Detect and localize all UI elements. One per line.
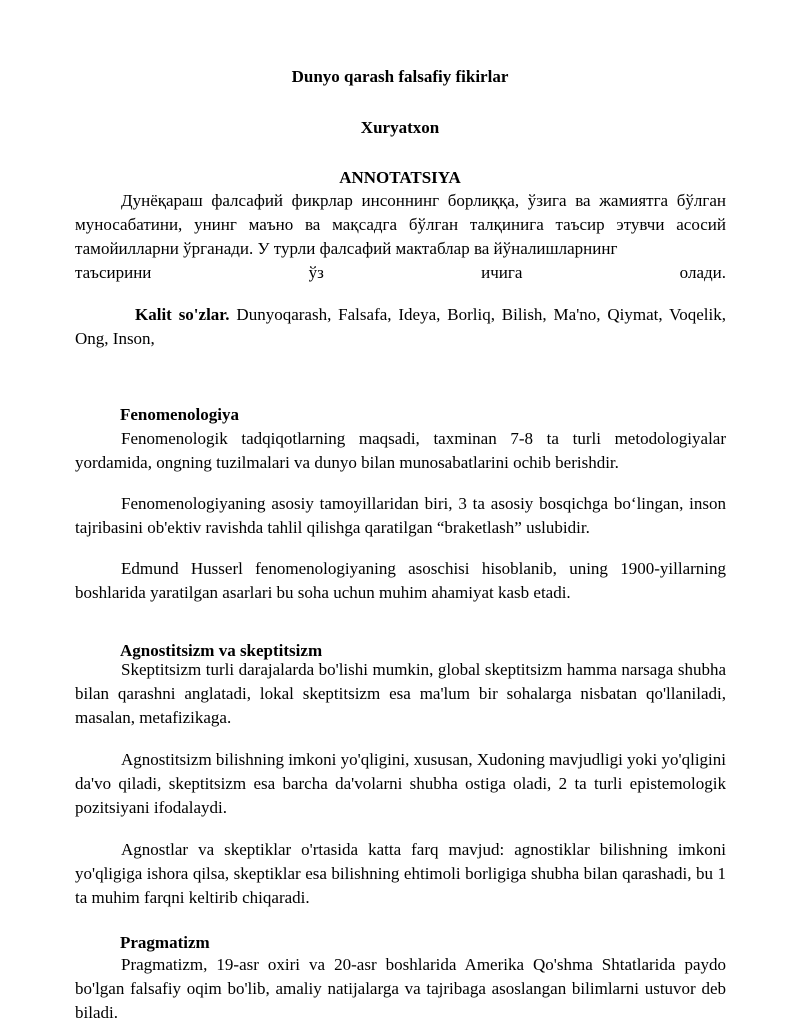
annotation-block — [75, 189, 726, 285]
section-heading-fenomenologiya: Fenomenologiya — [120, 405, 239, 424]
section-paragraph — [75, 492, 726, 540]
section-paragraph — [75, 953, 726, 1025]
document-author: Xuryatxon — [360, 118, 440, 137]
paragraph-text: Fenomenologiyaning asosiy tamoyillaridan biri, 3 ta asosiy bosqichga bo‘lingan, inson tajribasini ob'ektiv ravishda tahlil qilishga qaratilgan “braketlash” uslubidir. — [75, 494, 726, 537]
section-heading-pragmatizm: Pragmatizm — [120, 933, 210, 952]
section-paragraph — [75, 427, 726, 475]
keywords-label: Kalit so'zlar. — [135, 305, 230, 324]
section-paragraph — [75, 748, 726, 820]
annotation-heading: ANNOTATSIYA — [339, 168, 461, 187]
paragraph-text: Fenomenologik tadqiqotlarning maqsadi, taxminan 7-8 ta turli metodologiyalar yordamida, ongning tuzilmalari va dunyo bilan munosabatlarini ochib berishdir. — [75, 429, 726, 472]
document-title: Dunyo qarash falsafiy fikirlar — [291, 67, 509, 86]
paragraph-text: Edmund Husserl fenomenologiyaning asoschisi hisoblanib, uning 1900-yillarning boshlarida yaratilgan asarlari bu soha uchun muhim ahamiyat kasb etadi. — [75, 559, 726, 602]
annotation-paragraph: Дунёқараш фалсафий фикрлар инсоннинг борлиққа, ўзига ва жамиятга бўлган муносабатини, унинг маъно ва мақсадга бўлган талқинига таъсир этувчи асосий тамойилларни ўрганади. У турли фалсафий мактаблар ва йўналишларнинг — [75, 191, 726, 258]
paragraph-text: Pragmatizm, 19-asr oxiri va 20-asr boshlarida Amerika Qo'shma Shtatlarida paydo bo'lgan falsafiy oqim bo'lib, amaliy natijalarga va tajribaga asoslangan bilimlarni ustuvor deb biladi. — [75, 955, 726, 1022]
paragraph-text: Skeptitsizm turli darajalarda bo'lishi mumkin, global skeptitsizm hamma narsaga shubha bilan qarashni anglatadi, lokal skeptitsizm esa ma'lum bir sohalarga nisbatan qo'llaniladi, masalan, metafizikaga. — [75, 660, 726, 727]
section-heading-agnostitsizm: Agnostitsizm va skeptitsizm — [120, 641, 323, 660]
paragraph-text: Agnostlar va skeptiklar o'rtasida katta farq mavjud: agnostiklar bilishning imkoni yo'qligiga ishora qilsa, skeptiklar esa bilishning ehtimoli borligiga shubha bilan qarashadi, bu 1 ta muhim farqni keltirib chiqaradi. — [75, 840, 726, 907]
section-paragraph — [75, 557, 726, 605]
annotation-paragraph-tail: таъсирини ўз ичига олади. — [75, 263, 726, 282]
keywords-block — [75, 303, 726, 351]
paragraph-text: Agnostitsizm bilishning imkoni yo'qligini, xususan, Xudoning mavjudligi yoki yo'qligini da'vo qiladi, skeptitsizm esa barcha da'volarni shubha ostiga oladi, 2 ta turli epistemologik pozitsiyani ifodalaydi. — [75, 750, 726, 817]
section-paragraph — [75, 838, 726, 910]
keywords-paragraph — [75, 303, 726, 351]
section-paragraph — [75, 658, 726, 730]
keywords-text: Dunyoqarash, Falsafa, Ideya, Borliq, Bilish, Ma'no, Qiymat, Voqelik, Ong, Inson, — [75, 305, 727, 348]
